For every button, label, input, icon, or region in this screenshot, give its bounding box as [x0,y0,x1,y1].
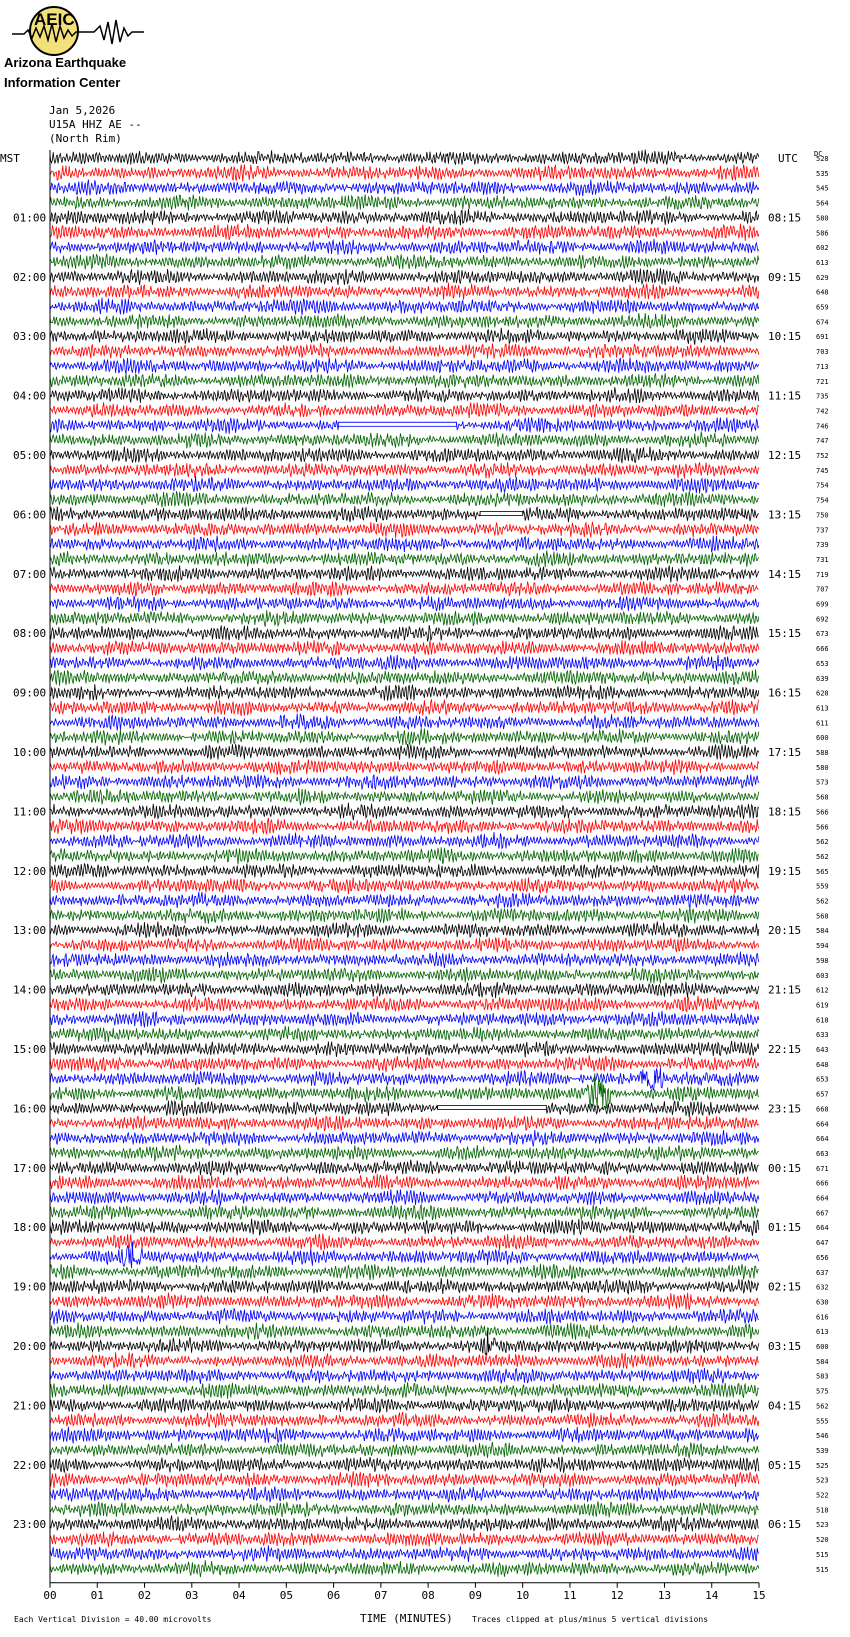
x-tick-label: 01 [90,1588,104,1602]
seismic-trace [50,165,759,182]
dc-offset-label: 754 [816,496,829,505]
dc-offset-label: 580 [816,214,829,223]
x-tick-label: 07 [374,1588,388,1602]
seismic-trace [50,1323,759,1340]
dc-offset-label: 575 [816,1387,829,1396]
dc-offset-label: 648 [816,288,829,297]
dc-offset-label: 628 [816,689,829,698]
seismic-trace [50,669,759,686]
dc-offset-label: 525 [816,1461,829,1470]
seismic-trace [50,803,759,821]
dc-offset-label: 742 [816,407,829,416]
dc-offset-label: 566 [816,823,829,832]
dc-offset-label: 719 [816,570,829,579]
hour-label-utc: 09:15 [768,270,802,284]
hour-label-utc: 08:15 [768,211,802,225]
seismic-trace [50,759,759,775]
dc-offset-label: 671 [816,1164,829,1173]
seismic-trace [50,150,759,165]
hour-label-utc: 21:15 [768,983,802,997]
seismic-trace [50,1427,759,1444]
dc-offset-label: 735 [816,392,829,401]
dc-offset-label: 707 [816,585,829,594]
utc-axis-title: UTC [778,152,798,165]
seismic-trace [50,476,759,493]
hour-label-mst: 14:00 [13,983,47,997]
dc-offset-label: 667 [816,1209,829,1218]
seismic-trace [50,1308,759,1324]
dc-offset-label: 546 [816,1432,829,1441]
dc-offset-label: 573 [816,778,829,787]
dc-offset-label: 580 [816,763,829,772]
seismic-trace [50,209,759,225]
dc-offset-label: 555 [816,1417,829,1426]
seismic-trace [50,1264,759,1280]
dc-offset-label: 535 [816,169,829,178]
dc-offset-label: 664 [816,1194,829,1203]
seismic-trace [50,1471,759,1488]
hour-label-mst: 13:00 [13,924,47,938]
hour-label-mst: 02:00 [13,270,47,284]
hour-label-utc: 17:15 [768,746,802,759]
footer-clip-note: Traces clipped at plus/minus 5 vertical divisions [472,1615,709,1624]
dc-offset-label: 692 [816,615,829,624]
hour-label-mst: 11:00 [13,805,47,819]
seismic-trace [50,1189,759,1205]
hour-label-utc: 12:15 [768,449,802,462]
dc-offset-label: 713 [816,362,829,371]
dc-offset-label: 600 [816,734,829,743]
data-gap [338,422,456,426]
dc-offset-label: 522 [816,1491,829,1500]
dc-offset-label: 568 [816,912,829,921]
dc-offset-label: 656 [816,1253,829,1262]
dc-offset-label: 611 [816,719,829,728]
seismic-trace [50,431,759,448]
hour-label-utc: 00:15 [768,1161,802,1175]
hour-label-utc: 18:15 [768,805,802,819]
hour-label-mst: 20:00 [13,1340,47,1353]
dc-offset-label: 523 [816,1521,829,1530]
seismic-trace [50,180,759,197]
seismic-trace [50,551,759,568]
x-tick-label: 00 [43,1588,57,1602]
seismic-trace [50,328,759,345]
dc-offset-label: 666 [816,1179,829,1188]
hour-label-utc: 05:15 [768,1458,802,1472]
seismic-trace [50,1397,759,1412]
seismic-trace [50,1160,759,1176]
dc-offset-label: 737 [816,526,829,535]
x-tick-label: 11 [563,1588,577,1602]
seismic-trace [50,699,759,716]
dc-offset-label: 598 [816,956,829,965]
dc-offset-label: 673 [816,630,829,639]
hour-label-mst: 15:00 [13,1043,47,1056]
hour-label-utc: 11:15 [768,389,802,403]
hour-label-mst: 18:00 [13,1221,47,1235]
dc-offset-label: 745 [816,466,829,475]
dc-offset-label: 523 [816,1476,829,1485]
seismic-trace [50,864,759,879]
dc-offset-label: 619 [816,1001,829,1010]
org-name-line2: Information Center [4,75,121,90]
seismic-trace [50,744,759,760]
x-tick-label: 10 [516,1588,530,1602]
dc-offset-label: 562 [816,838,829,847]
seismic-trace [50,1368,759,1384]
hour-label-mst: 19:00 [13,1280,47,1294]
hour-label-utc: 02:15 [768,1280,802,1294]
trace-group [50,150,759,1577]
dc-offset-label: 664 [816,1135,829,1144]
dc-axis-title: DC [814,150,823,158]
x-tick-label: 12 [610,1588,624,1602]
dc-offset-label: 691 [816,333,829,342]
hour-label-mst: 10:00 [13,746,47,759]
hour-label-utc: 06:15 [768,1518,802,1532]
dc-offset-label: 518 [816,1506,829,1515]
hour-label-utc: 14:15 [768,567,802,581]
seismic-trace [50,1130,759,1147]
seismic-trace [50,506,759,522]
seismic-trace [50,1278,759,1294]
x-tick-label: 14 [705,1588,719,1602]
hour-label-mst: 16:00 [13,1102,47,1116]
seismic-trace [50,373,759,388]
dc-offset-label: 568 [816,793,829,802]
dc-offset-label: 721 [816,377,829,386]
dc-offset-label: 613 [816,704,829,713]
dc-offset-label: 752 [816,452,829,460]
dc-offset-label: 647 [816,1239,829,1248]
seismic-trace [50,522,759,538]
seismic-trace [50,818,759,835]
footer-scale-note: Each Vertical Division = 40.00 microvolts [14,1615,212,1624]
seismic-trace [50,1055,759,1072]
mst-axis-title: MST [0,152,20,165]
seismic-trace [50,1457,759,1473]
seismic-trace [50,640,759,656]
dc-offset-label: 657 [816,1090,829,1099]
logo-text: AEIC [34,10,75,29]
dc-offset-label: 600 [816,1343,829,1351]
x-tick-label: 15 [752,1588,766,1602]
seismic-trace [50,982,759,999]
dc-offset-label: 699 [816,600,829,609]
dc-offset-label: 659 [816,303,829,312]
x-tick-label: 06 [326,1588,341,1602]
dc-offset-label: 586 [816,229,829,238]
dc-offset-label: 653 [816,1075,829,1084]
seismic-trace [50,357,759,374]
seismic-trace [50,922,759,938]
seismic-trace [50,714,759,731]
dc-offset-label: 754 [816,481,829,490]
seismic-trace [50,283,759,300]
seismic-trace [50,596,759,612]
dc-offset-label: 630 [816,1298,829,1307]
seismic-trace [50,684,759,701]
dc-offset-label: 515 [816,1550,829,1559]
dc-offset-label: 603 [816,971,829,980]
record-date: Jan 5,2026 [49,104,116,117]
seismic-trace [50,938,759,953]
hour-label-utc: 20:15 [768,924,802,938]
hour-label-utc: 23:15 [768,1102,802,1116]
hour-label-utc: 01:15 [768,1221,802,1235]
seismic-trace [50,788,759,805]
hour-label-mst: 17:00 [13,1161,47,1175]
seismic-trace [50,1026,759,1042]
seismic-trace [50,774,759,790]
x-tick-label: 13 [657,1588,672,1602]
hour-label-mst: 12:00 [13,864,47,878]
seismic-trace [50,1545,759,1562]
seismic-trace [50,536,759,553]
dc-offset-label: 613 [816,1328,829,1337]
hour-label-mst: 04:00 [13,389,47,403]
dc-offset-label: 594 [816,942,829,951]
dc-offset-label: 664 [816,1224,829,1233]
dc-offset-label: 643 [816,1046,829,1054]
seismic-trace [50,1011,759,1028]
dc-offset-label: 584 [816,927,829,936]
dc-offset-label: 616 [816,1313,829,1322]
data-gap [438,1105,547,1109]
dc-offset-label: 613 [816,258,829,267]
x-tick-label: 02 [137,1588,152,1602]
dc-offset-label: 562 [816,897,829,906]
seismic-trace [50,1515,759,1532]
seismic-trace [50,1205,759,1220]
seismic-trace [50,1145,759,1162]
seismic-trace [50,1412,759,1428]
seismic-trace [50,847,759,864]
dc-offset-label: 528 [816,155,829,163]
dc-offset-label: 566 [816,808,829,817]
x-axis-label: TIME (MINUTES) [360,1612,453,1625]
dc-offset-label: 668 [816,1105,829,1114]
dc-offset-label: 583 [816,1372,829,1381]
dc-offset-label: 564 [816,199,829,208]
dc-offset-label: 648 [816,1060,829,1069]
seismic-trace [50,402,759,418]
seismic-trace [50,566,759,583]
hour-label-utc: 04:15 [768,1399,802,1413]
seismic-trace [50,1219,759,1236]
dc-offset-label: 664 [816,1120,829,1129]
seismic-trace [50,224,759,241]
x-tick-label: 05 [279,1588,293,1602]
hour-label-utc: 19:15 [768,864,802,878]
hour-label-mst: 06:00 [13,508,47,522]
seismic-trace [50,832,759,848]
seismic-trace [50,1041,759,1057]
seismic-trace [50,195,759,211]
hour-label-utc: 10:15 [768,330,802,344]
seismic-trace [50,462,759,479]
seismic-trace [50,1293,759,1310]
dc-offset-label: 515 [816,1565,829,1574]
dc-offset-label: 559 [816,882,829,891]
hour-label-utc: 16:15 [768,686,802,700]
seismic-trace [50,610,759,627]
seismic-trace [50,877,759,894]
dc-offset-label: 750 [816,511,829,520]
hour-label-utc: 22:15 [768,1043,802,1056]
seismic-trace [50,1501,759,1517]
dc-offset-label: 739 [816,541,829,550]
x-tick-label: 09 [468,1588,483,1602]
dc-offset-label: 565 [816,867,829,876]
hour-label-mst: 08:00 [13,627,47,641]
seismic-trace [50,1100,759,1117]
hour-label-mst: 23:00 [13,1518,47,1532]
seismic-trace [50,1442,759,1459]
dc-offset-label: 703 [816,348,829,357]
seismic-trace [50,1116,759,1131]
seismic-trace [50,655,759,671]
seismic-trace [50,268,759,285]
dc-offset-label: 639 [816,674,829,683]
seismic-trace [50,996,759,1012]
dc-offset-label: 666 [816,645,829,654]
dc-offset-label: 632 [816,1283,829,1292]
dc-offset-label: 562 [816,1402,829,1411]
dc-offset-label: 562 [816,852,829,861]
hour-label-mst: 21:00 [13,1399,47,1413]
dc-offset-label: 746 [816,422,829,431]
seismic-trace [50,1560,759,1577]
hour-label-mst: 05:00 [13,449,47,462]
seismic-trace [50,967,759,984]
dc-offset-label: 731 [816,555,829,564]
hour-label-mst: 03:00 [13,330,47,344]
x-tick-label: 04 [232,1588,246,1602]
hour-label-mst: 09:00 [13,686,47,700]
seismic-trace [50,1487,759,1503]
dc-offset-label: 602 [816,244,829,253]
hour-label-utc: 13:15 [768,508,802,522]
seismic-trace [50,1531,759,1547]
org-name-line1: Arizona Earthquake [4,55,127,70]
seismic-trace [50,1242,759,1269]
dc-offset-label: 653 [816,659,829,668]
dc-offset-label: 584 [816,1357,829,1366]
seismic-trace [50,239,759,255]
seismic-trace [50,1352,759,1368]
dc-offset-label: 637 [816,1268,829,1277]
x-tick-label: 08 [421,1588,435,1602]
seismic-trace [50,1234,759,1251]
dc-offset-label: 663 [816,1149,829,1158]
seismic-trace [50,313,759,330]
dc-offset-label: 633 [816,1031,829,1040]
seismic-trace [50,908,759,924]
hour-label-mst: 22:00 [13,1458,47,1472]
seismic-trace [50,1382,759,1399]
seismic-trace [50,728,759,745]
seismic-trace [50,581,759,596]
dc-offset-label: 747 [816,437,829,446]
seismic-trace [50,1073,759,1109]
seismic-trace [50,387,759,403]
dc-offset-label: 520 [816,1536,829,1545]
hour-label-mst: 01:00 [13,211,47,225]
dc-offset-label: 539 [816,1446,829,1455]
seismic-trace [50,343,759,358]
dc-offset-label: 674 [816,318,829,327]
seismic-trace [50,1068,759,1091]
hour-label-utc: 15:15 [768,627,802,641]
hour-label-utc: 03:15 [768,1340,802,1353]
seismic-trace [50,298,759,315]
seismic-trace [50,625,759,641]
x-tick-label: 03 [185,1588,199,1602]
seismic-trace [50,1174,759,1190]
station-code: U15A HHZ AE -- [49,118,142,131]
data-gap [480,511,523,515]
seismic-trace [50,952,759,969]
station-site: (North Rim) [49,132,122,145]
dc-offset-label: 588 [816,749,829,757]
dc-offset-label: 629 [816,273,829,282]
dc-offset-label: 545 [816,184,829,193]
seismic-trace [50,254,759,270]
seismic-trace [50,892,759,909]
hour-label-mst: 07:00 [13,567,47,581]
dc-offset-label: 612 [816,986,829,995]
seismic-trace [50,447,759,464]
dc-offset-label: 618 [816,1016,829,1025]
seismic-trace [50,491,759,507]
